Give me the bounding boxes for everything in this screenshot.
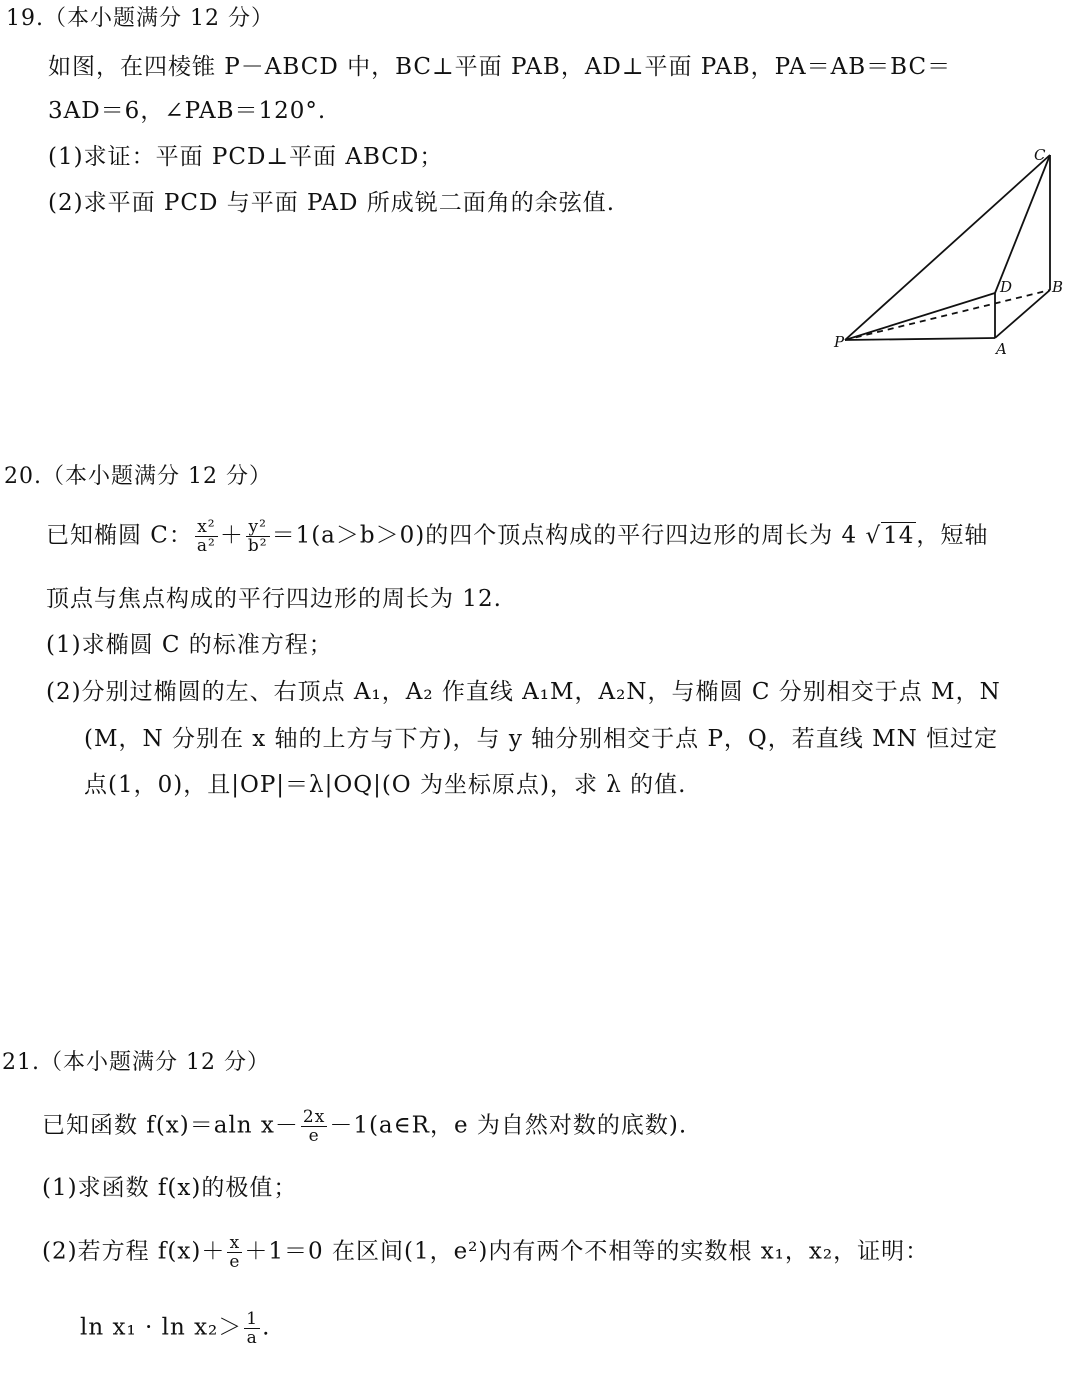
edge-pc [845,155,1050,340]
edge-dc [995,155,1050,293]
q19-part2: (2)求平面 PCD 与平面 PAD 所成锐二面角的余弦值. [48,190,616,216]
fraction-2x-e: $\frac{2x}{e}$ [302,1107,326,1146]
plus-sign: ＋ [219,522,244,549]
q21-part1: (1)求函数 f(x)的极值； [42,1175,298,1201]
inequality-lhs: ln x₁ · ln x₂＞ [80,1314,243,1341]
label-c: C [1034,146,1046,164]
label-a: A [996,340,1007,358]
q21-part2 [42,1234,929,1271]
pyramid-figure [830,140,1070,365]
q21-statement [42,1108,687,1145]
q20-line1-mid: ＝1(a＞b＞0)的四个顶点构成的平行四边形的周长为 4 [271,522,858,549]
q20-statement-line1 [46,518,988,555]
q21-part2-prefix: (2)若方程 f(x)＋ [42,1238,226,1265]
q21-line1-suffix: －1(a∈R，e 为自然对数的底数). [329,1112,688,1139]
edge-pa [845,338,995,340]
edge-ab [995,290,1050,338]
q21-line1-prefix: 已知函数 f(x)＝aln x－ [42,1112,299,1139]
q19-statement-line1: 如图，在四棱锥 P－ABCD 中，BC⊥平面 PAB，AD⊥平面 PAB，PA＝AB＝BC＝ [48,54,952,80]
sqrt-14: √14 [865,522,915,549]
label-p: P [834,333,845,351]
q21-inequality [80,1310,270,1347]
edge-pd [845,293,995,340]
fraction-x-e: $\frac{x}{e}$ [229,1233,241,1272]
q19-heading: 19.（本小题满分 12 分） [6,6,274,31]
q19-part1: (1)求证：平面 PCD⊥平面 ABCD； [48,144,444,170]
label-b: B [1052,278,1064,296]
inequality-period: . [262,1314,271,1341]
q21-part2-suffix: ＋1＝0 在区间(1，e²)内有两个不相等的实数根 x₁，x₂，证明： [244,1238,930,1265]
q20-part1: (1)求椭圆 C 的标准方程； [46,632,333,658]
q19-statement-line2: 3AD＝6，∠PAB＝120°. [48,98,327,124]
fraction-y2-b2: $\frac{\text{y²}}{\text{b²}}$ [247,517,268,556]
q20-line1-suffix: ，短轴 [916,522,989,549]
edge-pb-hidden [845,290,1050,340]
fraction-1-a: $\frac{1}{a}$ [246,1309,259,1348]
q21-heading: 21.（本小题满分 12 分） [2,1050,270,1075]
q20-statement-line2: 顶点与焦点构成的平行四边形的周长为 12. [46,586,502,612]
fraction-x2-a2: $\frac{\text{x²}}{\text{a²}}$ [196,517,216,556]
q20-line1-prefix: 已知椭圆 C： [46,522,193,549]
q20-heading: 20.（本小题满分 12 分） [4,464,272,489]
label-d: D [1000,278,1013,296]
q20-part2-line2: (M，N 分别在 x 轴的上方与下方)，与 y 轴分别相交于点 P，Q，若直线 MN 恒过定 [84,726,999,752]
q20-part2-line1: (2)分别过椭圆的左、右顶点 A₁，A₂ 作直线 A₁M，A₂N，与椭圆 C 分别相交于点 M，N [46,679,1001,705]
q20-part2-line3: 点(1，0)，且|OP|＝λ|OQ|(O 为坐标原点)，求 λ 的值. [84,772,687,798]
